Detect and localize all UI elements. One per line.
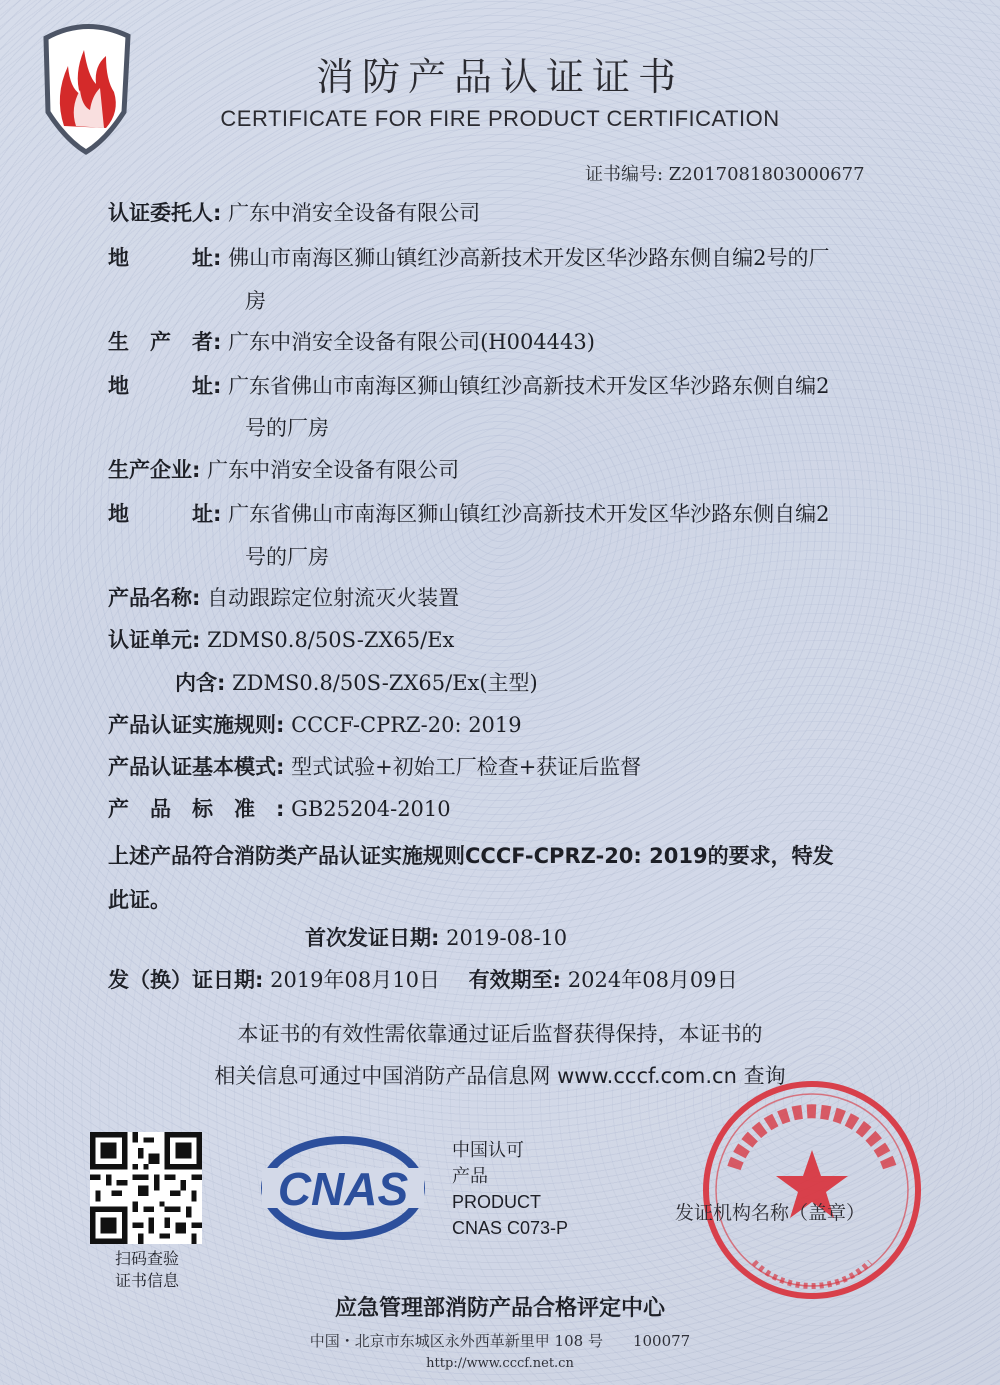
standard-row	[108, 789, 451, 829]
enterprise-value: 广东中消安全设备有限公司	[207, 458, 460, 482]
certificate-title-en: CERTIFICATE FOR FIRE PRODUCT CERTIFICATION	[220, 106, 780, 131]
organization-address: 中国・北京市东城区永外西革新里甲 108 号 100077	[309, 1332, 691, 1350]
unit-value: ZDMS0.8/50S-ZX65/Ex	[207, 628, 455, 652]
first-issue-label: 首次发证日期:	[305, 926, 440, 950]
client-address-row	[108, 238, 829, 278]
statement-line2: 此证。	[108, 888, 171, 912]
cnas-line4: CNAS C073-P	[452, 1218, 569, 1238]
producer-value: 广东中消安全设备有限公司(H004443)	[228, 330, 595, 354]
product-label: 产品名称:	[108, 586, 201, 610]
enterprise-address-label: 地 址:	[108, 502, 222, 526]
organization-website: http://www.cccf.net.cn	[426, 1356, 574, 1371]
cnas-line1: 中国认可	[452, 1140, 524, 1160]
official-seal-icon	[694, 1072, 930, 1308]
enterprise-label: 生产企业:	[108, 458, 201, 482]
client-address-line2: 房	[245, 289, 266, 313]
product-row	[108, 578, 459, 618]
producer-address-row	[108, 366, 829, 406]
enterprise-address-line2: 号的厂房	[245, 545, 329, 569]
producer-address-label: 地 址:	[108, 374, 222, 398]
cnas-line2: 产品	[452, 1166, 488, 1186]
certificate-number: 证书编号: Z2017081803000677	[585, 164, 865, 185]
rule-row	[108, 705, 522, 745]
enterprise-address-line1: 广东省佛山市南海区狮山镇红沙高新技术开发区华沙路东侧自编2	[228, 502, 830, 526]
certificate-title-cn: 消防产品认证证书	[315, 55, 684, 99]
producer-label: 生 产 者:	[108, 330, 222, 354]
product-value: 自动跟踪定位射流灭火装置	[207, 586, 460, 610]
client-address-label: 地 址:	[108, 246, 222, 270]
unit-row	[108, 620, 454, 660]
client-label: 认证委托人:	[108, 201, 222, 225]
rule-label: 产品认证实施规则:	[108, 713, 285, 737]
notice-line1: 本证书的有效性需依靠通过证后监督获得保持，本证书的	[237, 1022, 763, 1046]
producer-address-line1: 广东省佛山市南海区狮山镇红沙高新技术开发区华沙路东侧自编2	[228, 374, 830, 398]
cnas-line3: PRODUCT	[452, 1192, 541, 1212]
mode-value: 型式试验+初始工厂检查+获证后监督	[291, 755, 642, 779]
standard-value: GB25204-2010	[291, 797, 451, 821]
issue-date-label: 发（换）证日期:	[108, 968, 264, 992]
first-issue-row	[305, 918, 567, 958]
mode-row	[108, 747, 641, 787]
issue-row	[108, 960, 738, 1000]
client-row	[108, 193, 480, 233]
client-value: 广东中消安全设备有限公司	[228, 201, 481, 225]
notice-line2: 相关信息可通过中国消防产品信息网 www.cccf.com.cn 查询	[214, 1064, 786, 1088]
qr-caption-line2: 证书信息	[114, 1271, 179, 1290]
contains-value: ZDMS0.8/50S-ZX65/Ex(主型)	[232, 671, 538, 695]
cnas-logo-text: CNAS	[277, 1163, 409, 1215]
qr-code-icon	[90, 1132, 202, 1244]
cnas-accreditation-text	[452, 1137, 568, 1241]
mode-label: 产品认证基本模式:	[108, 755, 285, 779]
cnas-logo-icon	[258, 1132, 428, 1244]
enterprise-row	[108, 450, 459, 490]
client-address-line1: 佛山市南海区狮山镇红沙高新技术开发区华沙路东侧自编2号的厂	[228, 246, 830, 270]
first-issue-date: 2019-08-10	[446, 926, 568, 950]
producer-row	[108, 322, 595, 362]
standard-label: 产 品 标 准 :	[108, 797, 285, 821]
conformity-statement	[108, 834, 888, 922]
unit-label: 认证单元:	[108, 628, 201, 652]
rule-value: CCCF-CPRZ-20: 2019	[291, 713, 522, 737]
valid-until-date: 2024年08月09日	[567, 968, 738, 992]
contains-label: 内含:	[175, 671, 226, 695]
qr-caption-line1: 扫码查验	[114, 1249, 179, 1268]
valid-until-label: 有效期至:	[468, 968, 562, 992]
enterprise-address-row	[108, 494, 829, 534]
producer-address-line2: 号的厂房	[245, 416, 329, 440]
issuing-organization: 应急管理部消防产品合格评定中心	[334, 1296, 665, 1321]
contains-row	[175, 663, 538, 703]
issuer-caption: 发证机构名称（盖章）	[675, 1202, 866, 1224]
issue-date: 2019年08月10日	[270, 968, 440, 992]
statement-line1: 上述产品符合消防类产品认证实施规则CCCF-CPRZ-20: 2019的要求，特发	[108, 844, 834, 868]
qr-caption	[92, 1248, 202, 1292]
